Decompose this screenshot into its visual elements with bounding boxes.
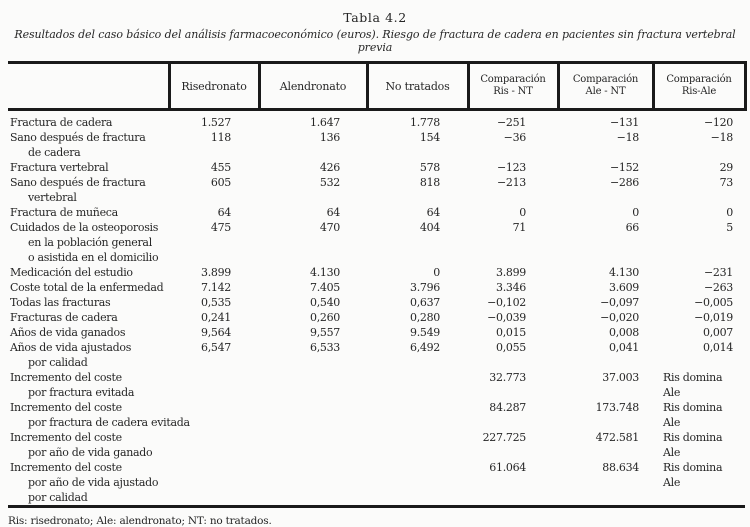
cell-value	[169, 250, 259, 265]
table-row	[8, 325, 745, 340]
cell-value	[259, 385, 367, 400]
cell-value: −213	[496, 176, 526, 189]
cell-value: 9,564	[201, 326, 231, 339]
table-row	[8, 490, 745, 507]
cell-value: 0,540	[310, 296, 340, 309]
table-subtitle: Resultados del caso básico del análisis farmacoeconómico (euros). Riesgo de fractura de cadera en pacientes sin fractura vertebral previa	[14, 28, 736, 54]
cell-value: −120	[703, 116, 733, 129]
table-row	[8, 385, 745, 400]
cell-value: −0,102	[487, 296, 526, 309]
cell-value: 71	[512, 221, 526, 234]
cell-value: 1.527	[201, 116, 231, 129]
cell-value	[259, 190, 367, 205]
cell-value	[259, 250, 367, 265]
cell-value	[468, 355, 558, 370]
cell-value: 0,041	[609, 341, 639, 354]
cell-value: −131	[609, 116, 639, 129]
cell-value	[169, 190, 259, 205]
cell-value: −251	[496, 116, 526, 129]
cell-value: 0,260	[310, 311, 340, 324]
cell-value	[468, 385, 558, 400]
cell-value	[367, 475, 468, 490]
cell-value: −263	[703, 281, 733, 294]
cell-value	[259, 235, 367, 250]
cell-value: 6,547	[201, 341, 231, 354]
cell-value: 154	[419, 131, 440, 144]
cell-value	[259, 355, 367, 370]
cell-value: 7.142	[201, 281, 231, 294]
row-label: Incremento del coste	[10, 371, 122, 384]
cell-value: −123	[496, 161, 526, 174]
table-row	[8, 130, 745, 145]
cell-value: 455	[210, 161, 231, 174]
row-label: Incremento del coste	[10, 431, 122, 444]
cell-value: 173.748	[595, 401, 639, 414]
row-label: Sano después de fractura	[10, 131, 146, 144]
footnote: Ris: risedronato; Ale: alendronato; NT: no tratados.	[8, 515, 272, 527]
cell-value: −36	[503, 131, 526, 144]
cell-value	[169, 400, 259, 415]
cell-value	[169, 355, 259, 370]
cell-value: −0,097	[600, 296, 639, 309]
column-header: Comparación Ale - NT	[558, 63, 653, 110]
cell-value: −0,005	[694, 296, 733, 309]
table-row	[8, 295, 745, 310]
cell-value: 64	[326, 206, 340, 219]
cell-value	[468, 475, 558, 490]
cell-value	[653, 235, 745, 250]
table-row	[8, 355, 745, 370]
row-label: o asistida en el domicilio	[28, 251, 159, 264]
cell-value: −0,020	[600, 311, 639, 324]
cell-value	[367, 145, 468, 160]
cell-value: 1.778	[410, 116, 440, 129]
cell-value: Ale	[663, 386, 681, 399]
cell-value: 0,535	[201, 296, 231, 309]
cell-value: Ris domina	[663, 431, 723, 444]
table-row	[8, 175, 745, 190]
row-label: Cuidados de la osteoporosis	[10, 221, 159, 234]
cell-value	[367, 235, 468, 250]
cell-value: Ris domina	[663, 401, 723, 414]
cell-value: 73	[719, 176, 733, 189]
cell-value	[259, 475, 367, 490]
row-label: Todas las fracturas	[10, 296, 111, 309]
cell-value	[259, 460, 367, 475]
cell-value	[169, 385, 259, 400]
cell-value: −0,039	[487, 311, 526, 324]
cell-value: 84.287	[489, 401, 526, 414]
cell-value	[259, 430, 367, 445]
table-row	[8, 265, 745, 280]
cell-value	[653, 250, 745, 265]
table-row	[8, 310, 745, 325]
cell-value: 136	[319, 131, 340, 144]
cell-value	[468, 235, 558, 250]
cell-value: −0,019	[694, 311, 733, 324]
cell-value: 88.634	[602, 461, 639, 474]
row-label: Incremento del coste	[10, 461, 122, 474]
cell-value	[367, 355, 468, 370]
cell-value: 3.899	[496, 266, 526, 279]
table-row	[8, 110, 745, 131]
cell-value: Ris domina	[663, 461, 723, 474]
row-label: de cadera	[28, 146, 81, 159]
row-label: Fractura vertebral	[10, 161, 109, 174]
cell-value: 3.899	[201, 266, 231, 279]
cell-value	[468, 490, 558, 507]
row-label: Fractura de cadera	[10, 116, 113, 129]
cell-value: 4.130	[609, 266, 639, 279]
cell-value	[558, 385, 653, 400]
cell-value: 6,492	[410, 341, 440, 354]
row-label: por fractura de cadera evitada	[28, 416, 190, 429]
cell-value	[367, 460, 468, 475]
table-row	[8, 205, 745, 220]
table-row	[8, 250, 745, 265]
cell-value: 6,533	[310, 341, 340, 354]
cell-value: 472.581	[595, 431, 639, 444]
cell-value: 470	[319, 221, 340, 234]
cell-value: 0	[632, 206, 639, 219]
cell-value	[169, 475, 259, 490]
cell-value: 0,055	[496, 341, 526, 354]
cell-value: Ale	[663, 476, 681, 489]
row-label: Coste total de la enfermedad	[10, 281, 164, 294]
cell-value	[653, 190, 745, 205]
table-row	[8, 415, 745, 430]
cell-value: −152	[609, 161, 639, 174]
cell-value: 0,015	[496, 326, 526, 339]
cell-value	[367, 190, 468, 205]
cell-value	[367, 385, 468, 400]
table-row	[8, 190, 745, 205]
row-label: Incremento del coste	[10, 401, 122, 414]
cell-value	[653, 490, 745, 507]
row-label: por fractura evitada	[28, 386, 135, 399]
cell-value	[468, 190, 558, 205]
cell-value	[259, 400, 367, 415]
cell-value	[558, 475, 653, 490]
cell-value: 32.773	[489, 371, 526, 384]
cell-value: 0,280	[410, 311, 440, 324]
cell-value: 227.725	[482, 431, 526, 444]
column-header: Comparación Ris - NT	[468, 63, 558, 110]
cell-value	[367, 370, 468, 385]
cell-value: 3.609	[609, 281, 639, 294]
cell-value	[558, 145, 653, 160]
cell-value: 118	[210, 131, 231, 144]
cell-value: 66	[625, 221, 639, 234]
table-row	[8, 340, 745, 355]
cell-value	[367, 250, 468, 265]
column-header: Comparación Ris-Ale	[653, 63, 745, 110]
results-table	[8, 61, 747, 508]
table-row	[8, 430, 745, 445]
cell-value: 9.549	[410, 326, 440, 339]
table-row	[8, 460, 745, 475]
row-label: por año de vida ajustado	[28, 476, 159, 489]
row-label: en la población general	[28, 236, 152, 249]
cell-value: 605	[210, 176, 231, 189]
cell-value	[169, 145, 259, 160]
cell-value: 0	[433, 266, 440, 279]
table-row	[8, 400, 745, 415]
table-row	[8, 235, 745, 250]
cell-value	[367, 415, 468, 430]
cell-value: 64	[217, 206, 231, 219]
cell-value	[558, 415, 653, 430]
cell-value	[169, 490, 259, 507]
row-label: Sano después de fractura	[10, 176, 146, 189]
cell-value: 7.405	[310, 281, 340, 294]
cell-value: 404	[419, 221, 440, 234]
cell-value: 818	[419, 176, 440, 189]
row-label: por calidad	[28, 356, 88, 369]
cell-value	[558, 250, 653, 265]
cell-value: 4.130	[310, 266, 340, 279]
cell-value	[259, 490, 367, 507]
cell-value: −18	[710, 131, 733, 144]
cell-value: 475	[210, 221, 231, 234]
column-header	[8, 63, 169, 110]
cell-value	[169, 235, 259, 250]
cell-value: −18	[616, 131, 639, 144]
cell-value	[169, 370, 259, 385]
cell-value: 0,007	[703, 326, 733, 339]
cell-value: 37.003	[602, 371, 639, 384]
cell-value	[653, 145, 745, 160]
cell-value	[259, 415, 367, 430]
row-label: Años de vida ganados	[10, 326, 126, 339]
cell-value: 0	[519, 206, 526, 219]
cell-value	[653, 355, 745, 370]
table-row	[8, 475, 745, 490]
cell-value: 3.346	[496, 281, 526, 294]
cell-value: 0,014	[703, 341, 733, 354]
cell-value: 0,008	[609, 326, 639, 339]
row-label: por año de vida ganado	[28, 446, 153, 459]
row-label: Medicación del estudio	[10, 266, 133, 279]
column-header: Risedronato	[169, 63, 259, 110]
table-row	[8, 220, 745, 235]
table-title: Tabla 4.2	[343, 10, 407, 25]
row-label: Fracturas de cadera	[10, 311, 118, 324]
cell-value	[259, 370, 367, 385]
cell-value: 9,557	[310, 326, 340, 339]
column-header: No tratados	[367, 63, 468, 110]
row-label: Fractura de muñeca	[10, 206, 118, 219]
cell-value: Ale	[663, 446, 681, 459]
cell-value: 3.796	[410, 281, 440, 294]
cell-value: 0,637	[410, 296, 440, 309]
cell-value: Ale	[663, 416, 681, 429]
cell-value	[169, 445, 259, 460]
table-row	[8, 160, 745, 175]
cell-value	[367, 430, 468, 445]
cell-value: 64	[426, 206, 440, 219]
cell-value	[468, 250, 558, 265]
cell-value	[468, 445, 558, 460]
cell-value	[558, 355, 653, 370]
cell-value	[468, 145, 558, 160]
table-row	[8, 145, 745, 160]
row-label: vertebral	[28, 191, 77, 204]
cell-value	[367, 490, 468, 507]
cell-value	[558, 445, 653, 460]
cell-value: 1.647	[310, 116, 340, 129]
table-body	[8, 110, 745, 507]
table-row	[8, 280, 745, 295]
cell-value	[558, 235, 653, 250]
cell-value: 61.064	[489, 461, 526, 474]
table-row	[8, 445, 745, 460]
column-header: Alendronato	[259, 63, 367, 110]
cell-value: 578	[419, 161, 440, 174]
row-label: Años de vida ajustados	[10, 341, 132, 354]
cell-value	[468, 415, 558, 430]
cell-value	[259, 445, 367, 460]
cell-value	[169, 460, 259, 475]
cell-value: 5	[726, 221, 733, 234]
table-header-row	[8, 63, 745, 110]
cell-value	[558, 190, 653, 205]
cell-value	[259, 145, 367, 160]
row-label: por calidad	[28, 491, 88, 504]
cell-value: 426	[319, 161, 340, 174]
cell-value	[169, 430, 259, 445]
table-row	[8, 370, 745, 385]
cell-value	[558, 490, 653, 507]
cell-value	[367, 445, 468, 460]
cell-value: −286	[609, 176, 639, 189]
cell-value: 29	[719, 161, 733, 174]
cell-value: 532	[319, 176, 340, 189]
cell-value: Ris domina	[663, 371, 723, 384]
cell-value	[367, 400, 468, 415]
cell-value: 0	[726, 206, 733, 219]
cell-value: −231	[703, 266, 733, 279]
cell-value: 0,241	[201, 311, 231, 324]
